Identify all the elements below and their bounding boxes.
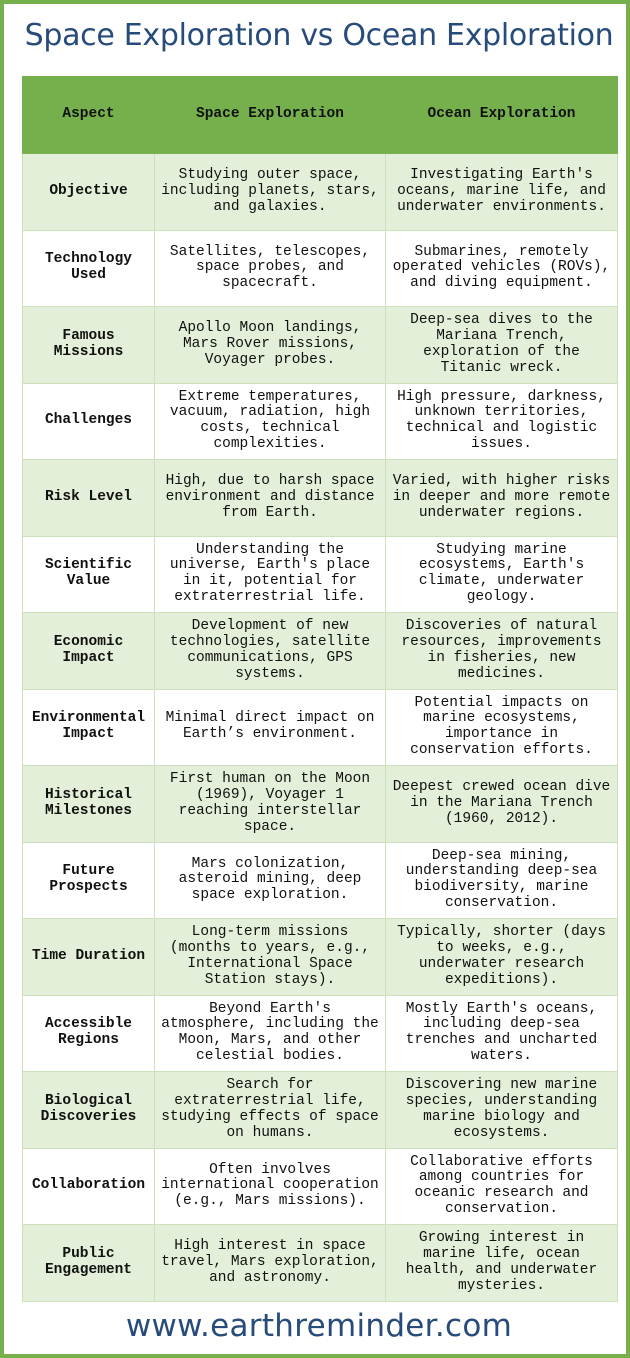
table-row: [23, 842, 618, 919]
aspect-cell: Economic Impact: [23, 613, 155, 690]
table-body: [23, 154, 618, 1302]
aspect-cell: Environmental Impact: [23, 689, 155, 766]
space-cell: Beyond Earth's atmosphere, including the Moon, Mars, and other celestial bodies.: [155, 995, 386, 1072]
table-row: [23, 1072, 618, 1149]
aspect-cell: Historical Milestones: [23, 766, 155, 843]
page-title: Space Exploration vs Ocean Exploration: [24, 18, 614, 53]
aspect-cell: Technology Used: [23, 230, 155, 307]
table-row: [23, 536, 618, 613]
header-space: Space Exploration: [155, 77, 386, 154]
table-row: [23, 307, 618, 384]
ocean-cell: Investigating Earth's oceans, marine life, and underwater environments.: [386, 154, 618, 231]
website-url: www.earthreminder.com: [125, 1308, 513, 1344]
aspect-cell: Objective: [23, 154, 155, 231]
ocean-cell: Submarines, remotely operated vehicles (ROVs), and diving equipment.: [386, 230, 618, 307]
ocean-cell: Potential impacts on marine ecosystems, importance in conservation efforts.: [386, 689, 618, 766]
ocean-cell: Discoveries of natural resources, improvements in fisheries, new medicines.: [386, 613, 618, 690]
space-cell: Development of new technologies, satellite communications, GPS systems.: [155, 613, 386, 690]
ocean-cell: Deep-sea dives to the Mariana Trench, exploration of the Titanic wreck.: [386, 307, 618, 384]
table-row: [23, 460, 618, 537]
table-row: [23, 919, 618, 996]
aspect-cell: Challenges: [23, 383, 155, 460]
table-row: [23, 230, 618, 307]
aspect-cell: Scientific Value: [23, 536, 155, 613]
table-row: [23, 766, 618, 843]
ocean-cell: Studying marine ecosystems, Earth's climate, underwater geology.: [386, 536, 618, 613]
aspect-cell: Risk Level: [23, 460, 155, 537]
header-aspect: Aspect: [23, 77, 155, 154]
space-cell: Search for extraterrestrial life, studying effects of space on humans.: [155, 1072, 386, 1149]
aspect-cell: Biological Discoveries: [23, 1072, 155, 1149]
space-cell: First human on the Moon (1969), Voyager 1 reaching interstellar space.: [155, 766, 386, 843]
ocean-cell: Varied, with higher risks in deeper and more remote underwater regions.: [386, 460, 618, 537]
space-cell: Apollo Moon landings, Mars Rover missions, Voyager probes.: [155, 307, 386, 384]
space-cell: Minimal direct impact on Earth’s environment.: [155, 689, 386, 766]
ocean-cell: Growing interest in marine life, ocean health, and underwater mysteries.: [386, 1225, 618, 1302]
space-cell: Mars colonization, asteroid mining, deep space exploration.: [155, 842, 386, 919]
table-header-row: [23, 77, 618, 154]
ocean-cell: Deep-sea mining, understanding deep-sea biodiversity, marine conservation.: [386, 842, 618, 919]
ocean-cell: Deepest crewed ocean dive in the Mariana Trench (1960, 2012).: [386, 766, 618, 843]
aspect-cell: Famous Missions: [23, 307, 155, 384]
header-ocean: Ocean Exploration: [386, 77, 618, 154]
table-row: [23, 995, 618, 1072]
aspect-cell: Future Prospects: [23, 842, 155, 919]
table-row: [23, 383, 618, 460]
space-cell: High interest in space travel, Mars exploration, and astronomy.: [155, 1225, 386, 1302]
ocean-cell: High pressure, darkness, unknown territories, technical and logistic issues.: [386, 383, 618, 460]
table-row: [23, 1148, 618, 1225]
ocean-cell: Mostly Earth's oceans, including deep-sea trenches and uncharted waters.: [386, 995, 618, 1072]
ocean-cell: Typically, shorter (days to weeks, e.g., underwater research expeditions).: [386, 919, 618, 996]
aspect-cell: Time Duration: [23, 919, 155, 996]
space-cell: High, due to harsh space environment and distance from Earth.: [155, 460, 386, 537]
ocean-cell: Collaborative efforts among countries for oceanic research and conservation.: [386, 1148, 618, 1225]
table-row: [23, 154, 618, 231]
aspect-cell: Public Engagement: [23, 1225, 155, 1302]
space-cell: Often involves international cooperation (e.g., Mars missions).: [155, 1148, 386, 1225]
table-row: [23, 689, 618, 766]
table-row: [23, 613, 618, 690]
space-cell: Satellites, telescopes, space probes, and spacecraft.: [155, 230, 386, 307]
aspect-cell: Accessible Regions: [23, 995, 155, 1072]
comparison-table: [22, 76, 618, 1302]
table-row: [23, 1225, 618, 1302]
space-cell: Extreme temperatures, vacuum, radiation, high costs, technical complexities.: [155, 383, 386, 460]
space-cell: Long-term missions (months to years, e.g., International Space Station stays).: [155, 919, 386, 996]
aspect-cell: Collaboration: [23, 1148, 155, 1225]
ocean-cell: Discovering new marine species, understanding marine biology and ecosystems.: [386, 1072, 618, 1149]
space-cell: Understanding the universe, Earth's place in it, potential for extraterrestrial life.: [155, 536, 386, 613]
space-cell: Studying outer space, including planets, stars, and galaxies.: [155, 154, 386, 231]
